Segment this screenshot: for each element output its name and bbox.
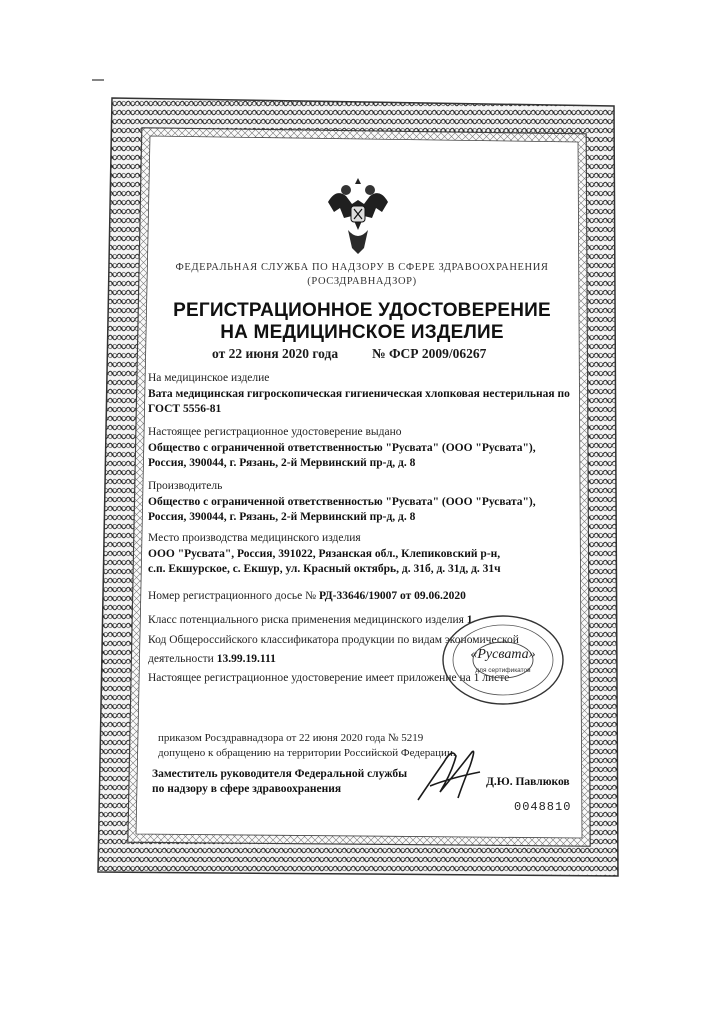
device-name-line2: ГОСТ 5556-81 xyxy=(148,403,222,415)
device-name-line1: Вата медицинская гигроскопическая гигиеническая хлопковая нестерильная по xyxy=(148,388,570,400)
issued-to-line1: Общество с ограниченной ответственностью "Русвата" (ООО "Русвата"), xyxy=(148,442,536,454)
issued-to-label: Настоящее регистрационное удостоверение выдано xyxy=(148,426,402,438)
signatory-title-line1: Заместитель руководителя Федеральной службы xyxy=(152,768,408,780)
issued-to-line2: Россия, 390044, г. Рязань, 2-й Мервинский пр-д, д. 8 xyxy=(148,457,416,469)
risk-class-value: 1 xyxy=(466,614,473,626)
signatory-name: Д.Ю. Павлюков xyxy=(486,776,570,788)
agency-short-name: (РОСЗДРАВНАДЗОР) xyxy=(307,276,417,287)
okpd-label: Код Общероссийского классификатора продукции по видам экономической xyxy=(148,634,519,646)
signature xyxy=(400,742,500,806)
appendix-note: Настоящее регистрационное удостоверение имеет приложение на 1 листе xyxy=(148,672,510,684)
order-line2: допущено к обращению на территории Российской Федерации. xyxy=(158,747,456,759)
manufacturer-label: Производитель xyxy=(148,480,223,492)
risk-class-label: Класс потенциального риска применения медицинского изделия xyxy=(148,614,467,626)
agency-name: ФЕДЕРАЛЬНАЯ СЛУЖБА ПО НАДЗОРУ В СФЕРЕ ЗДРАВООХРАНЕНИЯ xyxy=(175,262,549,273)
manufacturer-line2: Россия, 390044, г. Рязань, 2-й Мервинский пр-д, д. 8 xyxy=(148,511,416,523)
production-site-label: Место производства медицинского изделия xyxy=(148,532,361,544)
company-seal xyxy=(438,612,568,708)
production-site-line2: с.п. Екшурское, с. Екшур, ул. Красный октябрь, д. 31б, д. 31д, д. 31ч xyxy=(148,563,501,575)
seal-text: «Русвата» xyxy=(470,647,536,662)
blank-serial-number: 0048810 xyxy=(514,800,572,814)
order-line1: приказом Росздравнадзора от 22 июня 2020 года № 5219 xyxy=(158,732,424,744)
dossier-label: Номер регистрационного досье № xyxy=(148,590,319,602)
okpd-label-cont: деятельности xyxy=(148,653,217,665)
dossier-number: РД-33646/19007 от 09.06.2020 xyxy=(318,590,466,602)
certificate-number: № ФСР 2009/06267 xyxy=(372,346,487,361)
okpd-row xyxy=(148,649,276,667)
okpd-code: 13.99.19.111 xyxy=(216,653,276,665)
device-label: На медицинское изделие xyxy=(148,372,270,384)
dossier-row xyxy=(148,586,466,604)
certificate-subtitle: НА МЕДИЦИНСКОЕ ИЗДЕЛИЕ xyxy=(220,322,504,343)
coat-of-arms-emblem xyxy=(322,172,394,258)
certificate-title: РЕГИСТРАЦИОННОЕ УДОСТОВЕРЕНИЕ xyxy=(173,300,551,321)
signatory-title-line2: по надзору в сфере здравоохранения xyxy=(152,783,342,795)
seal-subtext: для сертификатов xyxy=(475,667,531,674)
production-site-line1: ООО "Русвата", Россия, 391022, Рязанская обл., Клепиковский р-н, xyxy=(148,548,501,560)
manufacturer-line1: Общество с ограниченной ответственностью "Русвата" (ООО "Русвата"), xyxy=(148,496,536,508)
issue-date: от 22 июня 2020 года xyxy=(212,346,339,361)
risk-class-row xyxy=(148,610,473,628)
